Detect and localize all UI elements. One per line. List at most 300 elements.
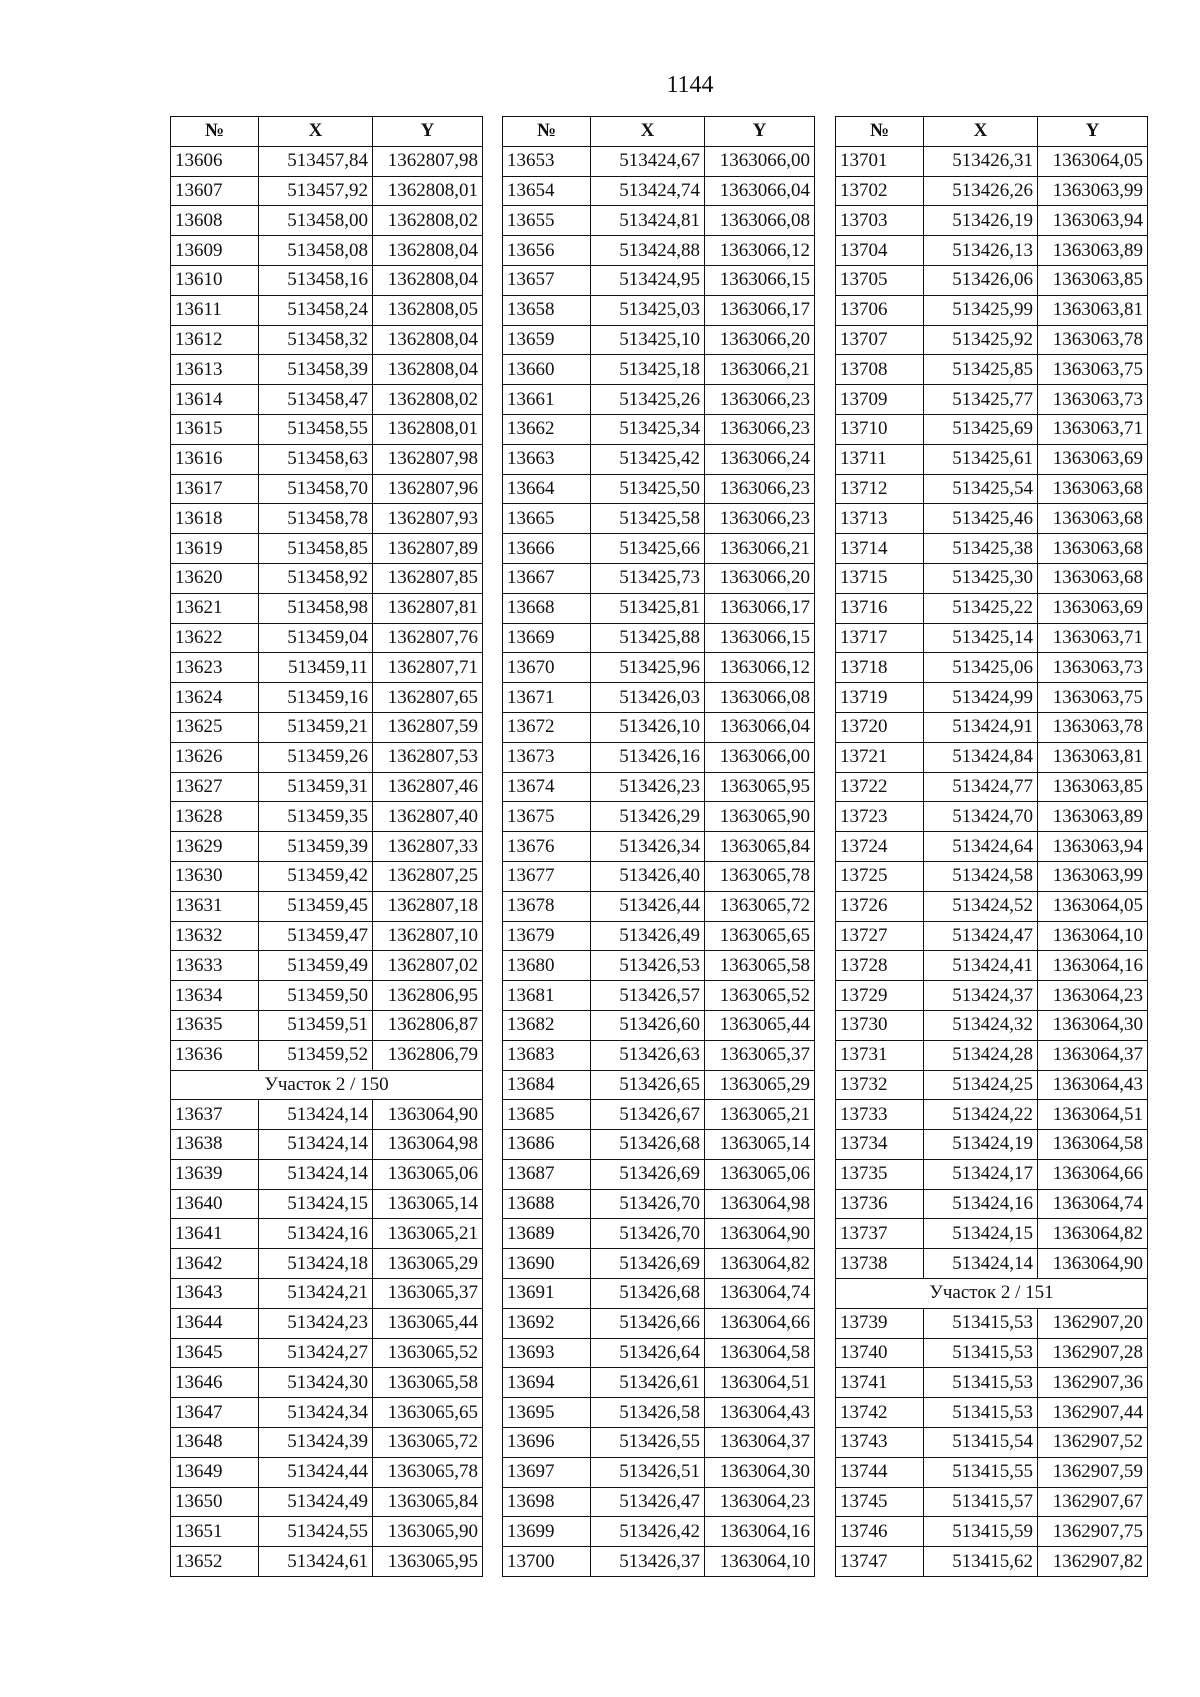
table-row: [836, 146, 1148, 176]
y-coordinate: 1362808,04: [373, 325, 483, 355]
point-number: 13666: [503, 534, 591, 564]
point-number: 13613: [171, 355, 259, 385]
x-coordinate: 513459,50: [259, 981, 373, 1011]
point-number: 13747: [836, 1547, 924, 1577]
table-row: [171, 1457, 483, 1487]
table-row: [171, 1547, 483, 1577]
y-coordinate: 1362907,36: [1038, 1368, 1148, 1398]
table-row: [171, 653, 483, 683]
x-coordinate: 513459,35: [259, 802, 373, 832]
table-row: [836, 1487, 1148, 1517]
x-coordinate: 513425,34: [591, 414, 705, 444]
point-number: 13650: [171, 1487, 259, 1517]
x-coordinate: 513425,77: [924, 385, 1038, 415]
y-coordinate: 1363063,94: [1038, 832, 1148, 862]
table-row: [503, 1487, 815, 1517]
table-row: [503, 1159, 815, 1189]
y-coordinate: 1363063,81: [1038, 295, 1148, 325]
y-coordinate: 1363064,90: [373, 1100, 483, 1130]
x-coordinate: 513458,98: [259, 593, 373, 623]
y-coordinate: 1363064,90: [1038, 1249, 1148, 1279]
point-number: 13649: [171, 1457, 259, 1487]
coordinate-table-2: [502, 116, 815, 1577]
x-coordinate: 513425,10: [591, 325, 705, 355]
table-row: [836, 772, 1148, 802]
x-coordinate: 513425,42: [591, 444, 705, 474]
y-coordinate: 1362807,10: [373, 921, 483, 951]
y-coordinate: 1363063,89: [1038, 236, 1148, 266]
x-coordinate: 513458,24: [259, 295, 373, 325]
table-row: [836, 236, 1148, 266]
y-coordinate: 1363066,12: [705, 653, 815, 683]
table-row: [503, 474, 815, 504]
table-row: [171, 1368, 483, 1398]
x-coordinate: 513425,81: [591, 593, 705, 623]
y-coordinate: 1363065,29: [705, 1070, 815, 1100]
point-number: 13633: [171, 951, 259, 981]
point-number: 13667: [503, 563, 591, 593]
table-row: [836, 832, 1148, 862]
header-y: Y: [1038, 117, 1148, 147]
point-number: 13643: [171, 1279, 259, 1309]
table-row: [171, 742, 483, 772]
table-row: [171, 623, 483, 653]
table-row: [836, 653, 1148, 683]
table-row: [171, 1130, 483, 1160]
x-coordinate: 513415,53: [924, 1308, 1038, 1338]
y-coordinate: 1363064,30: [1038, 1010, 1148, 1040]
header-number: №: [836, 117, 924, 147]
x-coordinate: 513425,26: [591, 385, 705, 415]
x-coordinate: 513424,15: [259, 1189, 373, 1219]
y-coordinate: 1363065,52: [373, 1338, 483, 1368]
x-coordinate: 513424,77: [924, 772, 1038, 802]
table-row: [503, 1517, 815, 1547]
table-row: [836, 1040, 1148, 1070]
y-coordinate: 1363064,43: [705, 1398, 815, 1428]
y-coordinate: 1363065,44: [705, 1010, 815, 1040]
point-number: 13627: [171, 772, 259, 802]
x-coordinate: 513424,15: [924, 1219, 1038, 1249]
point-number: 13734: [836, 1130, 924, 1160]
x-coordinate: 513424,32: [924, 1010, 1038, 1040]
x-coordinate: 513424,28: [924, 1040, 1038, 1070]
y-coordinate: 1363064,51: [1038, 1100, 1148, 1130]
table-row: [171, 802, 483, 832]
point-number: 13697: [503, 1457, 591, 1487]
x-coordinate: 513424,16: [924, 1189, 1038, 1219]
table-row: [171, 593, 483, 623]
table-row: [836, 265, 1148, 295]
x-coordinate: 513424,14: [259, 1130, 373, 1160]
table-row: [836, 1517, 1148, 1547]
x-coordinate: 513426,47: [591, 1487, 705, 1517]
x-coordinate: 513424,84: [924, 742, 1038, 772]
table-row: [503, 623, 815, 653]
x-coordinate: 513425,96: [591, 653, 705, 683]
x-coordinate: 513459,49: [259, 951, 373, 981]
table-row: [503, 1130, 815, 1160]
y-coordinate: 1363063,85: [1038, 772, 1148, 802]
x-coordinate: 513424,95: [591, 265, 705, 295]
point-number: 13626: [171, 742, 259, 772]
point-number: 13701: [836, 146, 924, 176]
table-row: [503, 1010, 815, 1040]
point-number: 13644: [171, 1308, 259, 1338]
x-coordinate: 513424,67: [591, 146, 705, 176]
y-coordinate: 1362807,93: [373, 504, 483, 534]
y-coordinate: 1362807,40: [373, 802, 483, 832]
y-coordinate: 1363065,90: [705, 802, 815, 832]
x-coordinate: 513459,16: [259, 683, 373, 713]
x-coordinate: 513459,31: [259, 772, 373, 802]
x-coordinate: 513459,45: [259, 891, 373, 921]
y-coordinate: 1362807,25: [373, 861, 483, 891]
table-row: [171, 712, 483, 742]
table-row: [503, 146, 815, 176]
x-coordinate: 513415,53: [924, 1398, 1038, 1428]
x-coordinate: 513426,58: [591, 1398, 705, 1428]
point-number: 13721: [836, 742, 924, 772]
y-coordinate: 1363065,84: [705, 832, 815, 862]
table-row: [503, 385, 815, 415]
table-row: [171, 563, 483, 593]
x-coordinate: 513425,46: [924, 504, 1038, 534]
point-number: 13660: [503, 355, 591, 385]
x-coordinate: 513425,18: [591, 355, 705, 385]
y-coordinate: 1363064,74: [1038, 1189, 1148, 1219]
x-coordinate: 513426,42: [591, 1517, 705, 1547]
point-number: 13637: [171, 1100, 259, 1130]
point-number: 13680: [503, 951, 591, 981]
y-coordinate: 1362807,53: [373, 742, 483, 772]
x-coordinate: 513424,70: [924, 802, 1038, 832]
y-coordinate: 1363064,58: [705, 1338, 815, 1368]
x-coordinate: 513424,61: [259, 1547, 373, 1577]
y-coordinate: 1363066,15: [705, 265, 815, 295]
x-coordinate: 513425,92: [924, 325, 1038, 355]
y-coordinate: 1363063,68: [1038, 504, 1148, 534]
table-row: [836, 534, 1148, 564]
y-coordinate: 1363064,90: [705, 1219, 815, 1249]
x-coordinate: 513426,70: [591, 1189, 705, 1219]
x-coordinate: 513457,84: [259, 146, 373, 176]
y-coordinate: 1363065,06: [373, 1159, 483, 1189]
table-row: [503, 1547, 815, 1577]
point-number: 13606: [171, 146, 259, 176]
x-coordinate: 513426,34: [591, 832, 705, 862]
point-number: 13671: [503, 683, 591, 713]
x-coordinate: 513458,32: [259, 325, 373, 355]
y-coordinate: 1363064,98: [373, 1130, 483, 1160]
point-number: 13716: [836, 593, 924, 623]
x-coordinate: 513425,61: [924, 444, 1038, 474]
table-row: [503, 414, 815, 444]
y-coordinate: 1363063,78: [1038, 325, 1148, 355]
point-number: 13659: [503, 325, 591, 355]
x-coordinate: 513459,39: [259, 832, 373, 862]
y-coordinate: 1363065,78: [373, 1457, 483, 1487]
point-number: 13624: [171, 683, 259, 713]
point-number: 13665: [503, 504, 591, 534]
x-coordinate: 513415,53: [924, 1338, 1038, 1368]
x-coordinate: 513458,47: [259, 385, 373, 415]
y-coordinate: 1363064,66: [705, 1308, 815, 1338]
x-coordinate: 513424,22: [924, 1100, 1038, 1130]
table-row: [503, 1219, 815, 1249]
table-row: [171, 176, 483, 206]
x-coordinate: 513425,06: [924, 653, 1038, 683]
y-coordinate: 1362806,95: [373, 981, 483, 1011]
table-row: [836, 1219, 1148, 1249]
page-number: 1144: [666, 72, 714, 98]
table-row: [503, 176, 815, 206]
point-number: 13724: [836, 832, 924, 862]
table-row: [503, 295, 815, 325]
table-header-row: [171, 117, 483, 147]
y-coordinate: 1363063,68: [1038, 474, 1148, 504]
y-coordinate: 1362808,01: [373, 176, 483, 206]
point-number: 13645: [171, 1338, 259, 1368]
point-number: 13647: [171, 1398, 259, 1428]
table-row: [171, 146, 483, 176]
y-coordinate: 1362807,81: [373, 593, 483, 623]
y-coordinate: 1363066,04: [705, 176, 815, 206]
section-label: Участок 2 / 151: [836, 1279, 1148, 1309]
table-row: [171, 385, 483, 415]
table-row: [836, 951, 1148, 981]
x-coordinate: 513426,69: [591, 1249, 705, 1279]
x-coordinate: 513424,17: [924, 1159, 1038, 1189]
point-number: 13663: [503, 444, 591, 474]
y-coordinate: 1363065,90: [373, 1517, 483, 1547]
table-row: [836, 1338, 1148, 1368]
point-number: 13620: [171, 563, 259, 593]
table-row: [503, 355, 815, 385]
table-row: [171, 1517, 483, 1547]
x-coordinate: 513425,22: [924, 593, 1038, 623]
x-coordinate: 513424,21: [259, 1279, 373, 1309]
y-coordinate: 1363066,08: [705, 683, 815, 713]
table-row: [503, 1070, 815, 1100]
table-row: [836, 414, 1148, 444]
y-coordinate: 1362807,85: [373, 563, 483, 593]
y-coordinate: 1362807,96: [373, 474, 483, 504]
x-coordinate: 513425,73: [591, 563, 705, 593]
x-coordinate: 513425,85: [924, 355, 1038, 385]
x-coordinate: 513415,59: [924, 1517, 1038, 1547]
table-row: [836, 683, 1148, 713]
x-coordinate: 513426,26: [924, 176, 1038, 206]
point-number: 13688: [503, 1189, 591, 1219]
point-number: 13696: [503, 1428, 591, 1458]
x-coordinate: 513457,92: [259, 176, 373, 206]
point-number: 13744: [836, 1457, 924, 1487]
point-number: 13658: [503, 295, 591, 325]
point-number: 13652: [171, 1547, 259, 1577]
x-coordinate: 513425,38: [924, 534, 1038, 564]
header-x: X: [259, 117, 373, 147]
y-coordinate: 1363064,30: [705, 1457, 815, 1487]
table-row: [171, 414, 483, 444]
table-row: [503, 325, 815, 355]
point-number: 13628: [171, 802, 259, 832]
y-coordinate: 1363064,37: [1038, 1040, 1148, 1070]
table-row: [836, 1010, 1148, 1040]
table-row: [503, 891, 815, 921]
point-number: 13708: [836, 355, 924, 385]
point-number: 13639: [171, 1159, 259, 1189]
table-row: [171, 474, 483, 504]
y-coordinate: 1363065,95: [373, 1547, 483, 1577]
y-coordinate: 1363065,95: [705, 772, 815, 802]
table-row: [171, 683, 483, 713]
y-coordinate: 1362807,18: [373, 891, 483, 921]
point-number: 13609: [171, 236, 259, 266]
y-coordinate: 1362807,71: [373, 653, 483, 683]
y-coordinate: 1363063,69: [1038, 444, 1148, 474]
point-number: 13705: [836, 265, 924, 295]
x-coordinate: 513424,16: [259, 1219, 373, 1249]
point-number: 13690: [503, 1249, 591, 1279]
x-coordinate: 513426,10: [591, 712, 705, 742]
y-coordinate: 1363064,51: [705, 1368, 815, 1398]
point-number: 13642: [171, 1249, 259, 1279]
y-coordinate: 1363064,98: [705, 1189, 815, 1219]
y-coordinate: 1362907,44: [1038, 1398, 1148, 1428]
x-coordinate: 513426,13: [924, 236, 1038, 266]
x-coordinate: 513425,58: [591, 504, 705, 534]
point-number: 13616: [171, 444, 259, 474]
point-number: 13745: [836, 1487, 924, 1517]
x-coordinate: 513415,57: [924, 1487, 1038, 1517]
x-coordinate: 513426,23: [591, 772, 705, 802]
table-row: [171, 1189, 483, 1219]
y-coordinate: 1363065,14: [705, 1130, 815, 1160]
point-number: 13725: [836, 861, 924, 891]
y-coordinate: 1363066,00: [705, 146, 815, 176]
point-number: 13621: [171, 593, 259, 623]
y-coordinate: 1363065,58: [705, 951, 815, 981]
y-coordinate: 1362807,76: [373, 623, 483, 653]
x-coordinate: 513424,34: [259, 1398, 373, 1428]
point-number: 13664: [503, 474, 591, 504]
x-coordinate: 513459,04: [259, 623, 373, 653]
table-row: [836, 1398, 1148, 1428]
table-row: [836, 623, 1148, 653]
y-coordinate: 1363066,20: [705, 325, 815, 355]
point-number: 13717: [836, 623, 924, 653]
table-row: [836, 742, 1148, 772]
table-row: [836, 355, 1148, 385]
point-number: 13710: [836, 414, 924, 444]
table-row: [503, 802, 815, 832]
y-coordinate: 1363066,12: [705, 236, 815, 266]
y-coordinate: 1363065,52: [705, 981, 815, 1011]
y-coordinate: 1363065,21: [373, 1219, 483, 1249]
x-coordinate: 513424,23: [259, 1308, 373, 1338]
x-coordinate: 513458,63: [259, 444, 373, 474]
point-number: 13722: [836, 772, 924, 802]
point-number: 13669: [503, 623, 591, 653]
x-coordinate: 513425,14: [924, 623, 1038, 653]
y-coordinate: 1362907,67: [1038, 1487, 1148, 1517]
x-coordinate: 513424,55: [259, 1517, 373, 1547]
x-coordinate: 513415,62: [924, 1547, 1038, 1577]
point-number: 13707: [836, 325, 924, 355]
x-coordinate: 513459,21: [259, 712, 373, 742]
point-number: 13635: [171, 1010, 259, 1040]
point-number: 13608: [171, 206, 259, 236]
table-row: [503, 712, 815, 742]
table-row: [171, 861, 483, 891]
x-coordinate: 513459,52: [259, 1040, 373, 1070]
x-coordinate: 513425,50: [591, 474, 705, 504]
x-coordinate: 513425,54: [924, 474, 1038, 504]
table-row: [836, 1130, 1148, 1160]
point-number: 13646: [171, 1368, 259, 1398]
y-coordinate: 1363066,08: [705, 206, 815, 236]
table-row: [503, 653, 815, 683]
point-number: 13741: [836, 1368, 924, 1398]
point-number: 13662: [503, 414, 591, 444]
table-row: [503, 981, 815, 1011]
table-row: [171, 534, 483, 564]
table-row: [836, 1159, 1148, 1189]
x-coordinate: 513424,52: [924, 891, 1038, 921]
point-number: 13737: [836, 1219, 924, 1249]
y-coordinate: 1363063,71: [1038, 414, 1148, 444]
point-number: 13619: [171, 534, 259, 564]
table-row: [836, 1070, 1148, 1100]
table-row: [503, 1368, 815, 1398]
point-number: 13638: [171, 1130, 259, 1160]
y-coordinate: 1362807,98: [373, 146, 483, 176]
point-number: 13728: [836, 951, 924, 981]
y-coordinate: 1363065,65: [705, 921, 815, 951]
table-row: [171, 891, 483, 921]
point-number: 13742: [836, 1398, 924, 1428]
x-coordinate: 513424,30: [259, 1368, 373, 1398]
x-coordinate: 513426,06: [924, 265, 1038, 295]
point-number: 13703: [836, 206, 924, 236]
coordinate-table-1: [170, 116, 483, 1577]
table-row: [171, 1487, 483, 1517]
table-row: [171, 1279, 483, 1309]
x-coordinate: 513424,74: [591, 176, 705, 206]
x-coordinate: 513425,03: [591, 295, 705, 325]
x-coordinate: 513424,91: [924, 712, 1038, 742]
table-row: [171, 295, 483, 325]
table-row: [171, 981, 483, 1011]
y-coordinate: 1362808,02: [373, 385, 483, 415]
table-row: [503, 832, 815, 862]
table-row: [836, 802, 1148, 832]
point-number: 13655: [503, 206, 591, 236]
table-row: [503, 772, 815, 802]
coordinate-table-3: [835, 116, 1148, 1577]
y-coordinate: 1362907,52: [1038, 1428, 1148, 1458]
y-coordinate: 1363063,78: [1038, 712, 1148, 742]
table-row: [171, 1338, 483, 1368]
table-row: [836, 861, 1148, 891]
table-row: [503, 1308, 815, 1338]
x-coordinate: 513426,69: [591, 1159, 705, 1189]
point-number: 13692: [503, 1308, 591, 1338]
x-coordinate: 513426,53: [591, 951, 705, 981]
table-row: [171, 1219, 483, 1249]
x-coordinate: 513426,68: [591, 1130, 705, 1160]
